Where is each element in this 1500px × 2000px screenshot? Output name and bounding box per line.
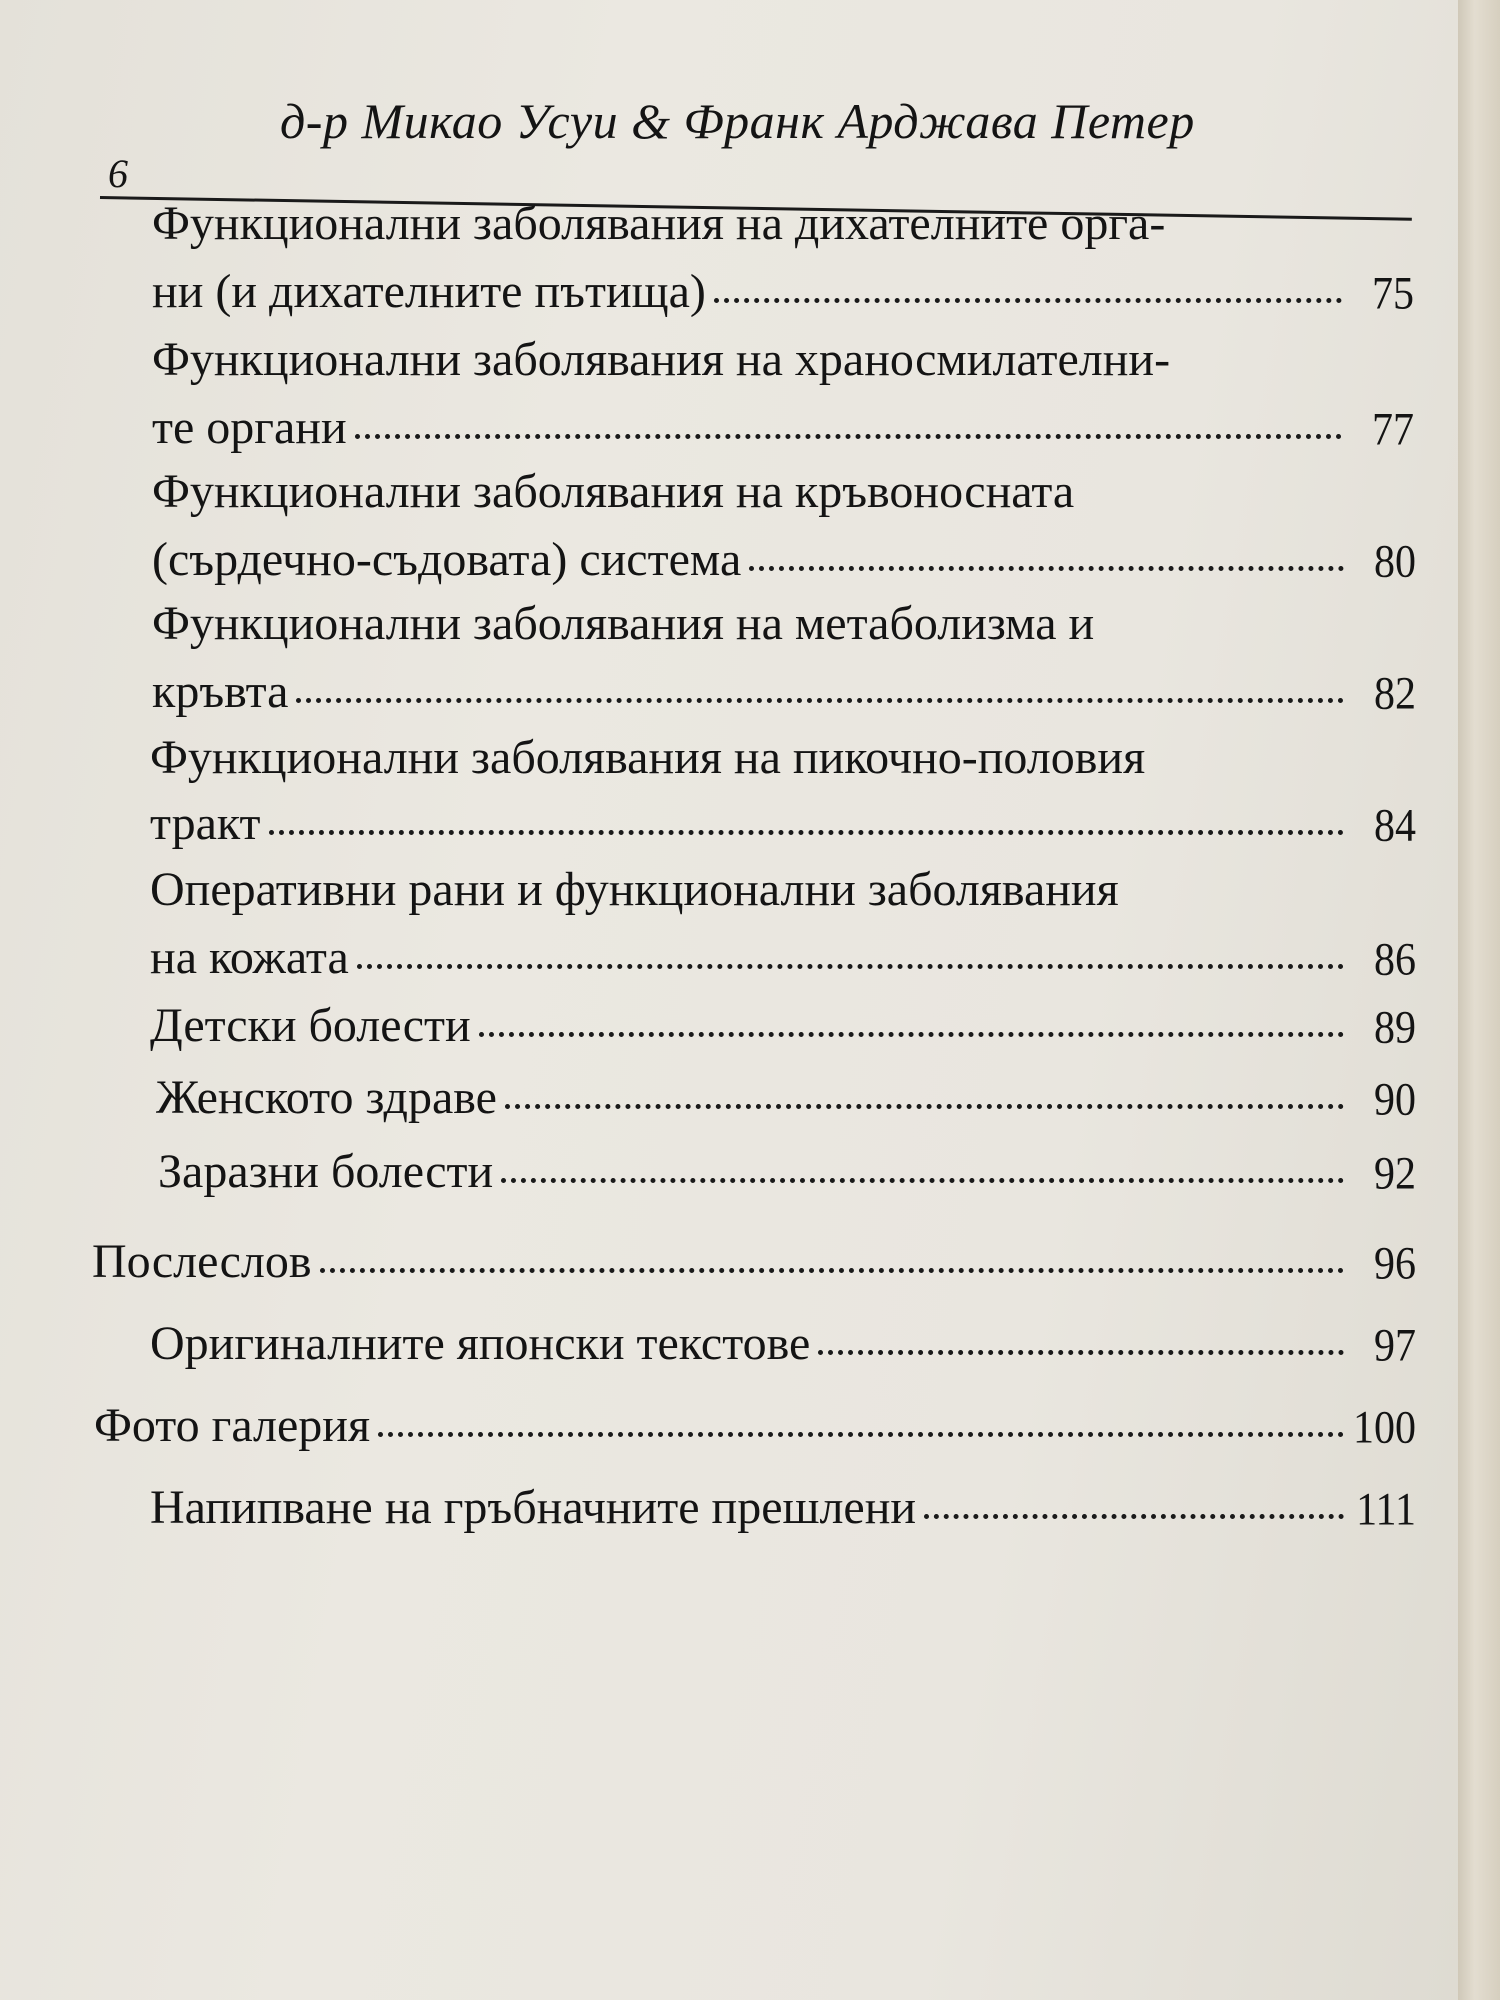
toc-entry-line: Оперативни рани и функционални заболявания bbox=[150, 863, 1119, 916]
toc-entry-line: Функционални заболявания на метаболизма и bbox=[152, 597, 1095, 650]
dot-leader bbox=[378, 1432, 1344, 1437]
toc-entry-label: тракт bbox=[150, 797, 261, 850]
dot-leader bbox=[320, 1268, 1344, 1273]
dot-leader bbox=[505, 1104, 1344, 1109]
toc-page-number: 96 bbox=[1374, 1238, 1416, 1290]
running-head: д-р Микао Усуи & Франк Арджава Петер bbox=[280, 93, 1195, 149]
toc-page-number: 77 bbox=[1372, 404, 1414, 456]
toc-entry-label: те органи bbox=[152, 401, 347, 454]
dot-leader bbox=[355, 434, 1342, 439]
toc-entry-label: Оригиналните японски текстове bbox=[150, 1317, 811, 1370]
dot-leader bbox=[269, 830, 1344, 835]
toc-entry[interactable] bbox=[152, 665, 1416, 720]
toc-entry-label: Напипване на гръбначните прешлени bbox=[150, 1481, 917, 1534]
toc-entry-label: на кожата bbox=[150, 931, 349, 984]
toc-entry-line: Функционални заболявания на кръвоносната bbox=[152, 465, 1075, 518]
dot-leader bbox=[357, 964, 1344, 969]
toc-entry[interactable] bbox=[150, 1481, 1416, 1536]
page-number: 6 bbox=[108, 151, 128, 196]
toc-entry[interactable] bbox=[152, 533, 1416, 588]
toc-page-number: 92 bbox=[1374, 1148, 1416, 1200]
toc-page-number: 90 bbox=[1374, 1074, 1416, 1126]
toc-page-number: 100 bbox=[1353, 1402, 1416, 1454]
toc-entry[interactable] bbox=[150, 1317, 1416, 1372]
toc-entry-label: кръвта bbox=[152, 665, 289, 718]
dot-leader bbox=[296, 698, 1344, 703]
toc-entry-line: Функционални заболявания на дихателните орга- bbox=[152, 197, 1166, 250]
toc-page-number: 82 bbox=[1374, 668, 1416, 720]
toc-entry-label: Послеслов bbox=[92, 1235, 312, 1288]
dot-leader bbox=[714, 298, 1342, 303]
dot-leader bbox=[818, 1350, 1344, 1355]
dot-leader bbox=[479, 1032, 1344, 1037]
toc-entry-label: Детски болести bbox=[150, 999, 471, 1052]
toc-entry-label: ни (и дихателните пътища) bbox=[152, 265, 706, 318]
toc-entry[interactable] bbox=[156, 1071, 1416, 1126]
toc-entry[interactable] bbox=[150, 797, 1416, 852]
toc-page-number: 75 bbox=[1372, 268, 1414, 320]
toc-page-number: 89 bbox=[1374, 1002, 1416, 1054]
page-edge bbox=[1458, 0, 1500, 2000]
toc-page-number: 111 bbox=[1356, 1484, 1416, 1536]
toc-page-number: 84 bbox=[1374, 800, 1416, 852]
toc-entry[interactable] bbox=[150, 931, 1416, 986]
toc-entry[interactable] bbox=[152, 401, 1414, 456]
dot-leader bbox=[924, 1514, 1344, 1519]
toc-page-number: 86 bbox=[1374, 934, 1416, 986]
toc-entry[interactable] bbox=[92, 1235, 1416, 1290]
dot-leader bbox=[501, 1178, 1344, 1183]
toc-entry-line: Функционални заболявания на пикочно-половия bbox=[150, 731, 1146, 784]
toc-page-number: 97 bbox=[1374, 1320, 1416, 1372]
dot-leader bbox=[749, 566, 1344, 571]
toc-entry-label: Женското здраве bbox=[156, 1071, 497, 1124]
toc-entry[interactable] bbox=[158, 1145, 1416, 1200]
toc-entry[interactable] bbox=[150, 999, 1416, 1054]
toc-entry-label: (сърдечно-съдовата) система bbox=[152, 533, 742, 586]
toc-entry[interactable] bbox=[94, 1399, 1416, 1454]
toc-page-number: 80 bbox=[1374, 536, 1416, 588]
toc-entry-line: Функционални заболявания на храносмилателни- bbox=[152, 333, 1171, 386]
toc-entry-label: Заразни болести bbox=[158, 1145, 494, 1198]
toc-entry-label: Фото галерия bbox=[94, 1399, 371, 1452]
toc-entry[interactable] bbox=[152, 265, 1414, 320]
